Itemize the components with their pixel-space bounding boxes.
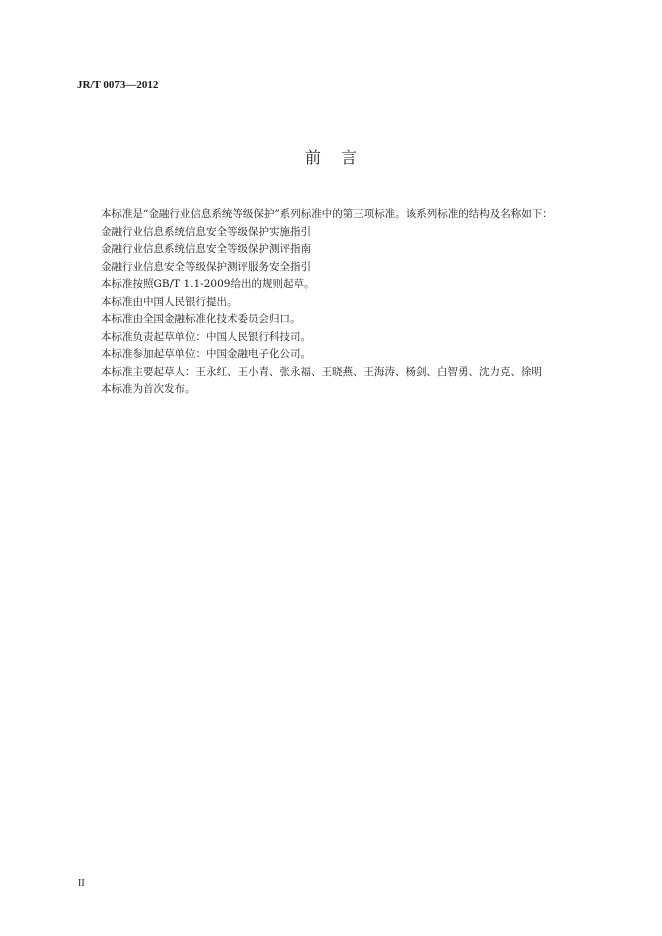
paragraph: 本标准负责起草单位：中国人民银行科技司。 [101, 330, 311, 343]
paragraph: 金融行业信息系统信息安全等级保护实施指引 [101, 225, 311, 238]
page-number: II [78, 878, 85, 889]
foreword-body [101, 206, 631, 399]
paragraph: 本标准由中国人民银行提出。 [101, 295, 238, 308]
paragraph: 本标准由全国金融标准化技术委员会归口。 [101, 313, 301, 325]
paragraph: 本标准为首次发布。 [101, 383, 196, 395]
paragraph: 金融行业信息安全等级保护测评服务安全指引 [101, 260, 311, 273]
paragraph: 本标准主要起草人：王永红、王小青、张永福、王晓燕、王海涛、杨剑、白智勇、沈力克、徐明 [101, 365, 542, 378]
paragraph: 本标准按照GB/T 1.1-2009给出的规则起草。 [101, 278, 315, 290]
paragraph: 金融行业信息系统信息安全等级保护测评指南 [101, 243, 311, 255]
paragraph: 本标准参加起草单位：中国金融电子化公司。 [101, 348, 311, 360]
document-code: JR/T 0073—2012 [77, 79, 159, 91]
paragraph: 本标准是“金融行业信息系统等级保护”系列标准中的第三项标准。该系列标准的结构及名称如下： [101, 208, 553, 220]
section-title: 前言 [304, 148, 377, 167]
